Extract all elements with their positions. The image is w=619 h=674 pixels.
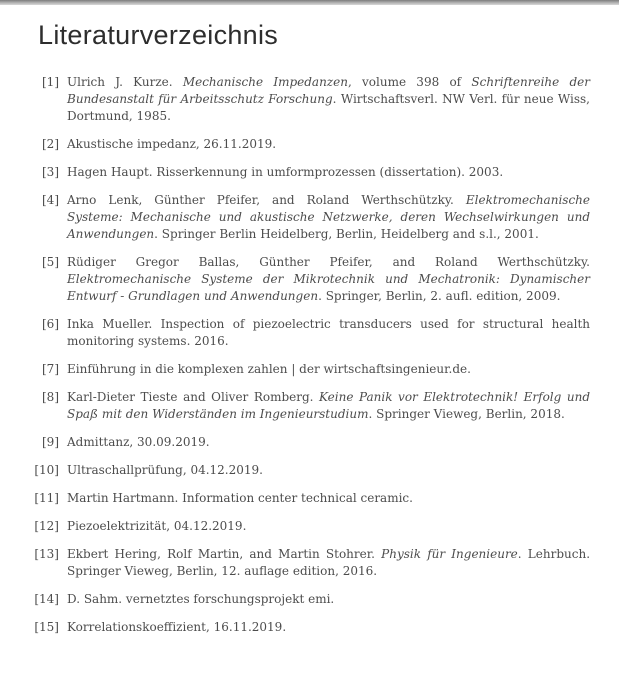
bib-entry xyxy=(33,546,590,580)
bib-entry-text: Einführung in die komplexen zahlen | der wirtschaftsingenieur.de. xyxy=(67,362,471,376)
bib-entry-text: Ekbert Hering, Rolf Martin, and Martin Stohrer. Physik für Ingenieure. Lehrbuch. Springer Vieweg, Berlin, 12. auflage edition, 2016. xyxy=(67,547,591,578)
bib-entry-label: [10] xyxy=(34,463,59,477)
bib-entry xyxy=(33,164,590,181)
bib-entry xyxy=(33,254,590,305)
bib-entry-text: D. Sahm. vernetztes forschungsprojekt emi. xyxy=(67,592,335,606)
bib-entry-label: [11] xyxy=(34,491,59,505)
bib-entry-label: [6] xyxy=(42,317,59,331)
bib-entry-text: Piezoelektrizität, 04.12.2019. xyxy=(67,519,247,533)
bib-entry-label: [7] xyxy=(42,362,59,376)
bib-entry-label: [3] xyxy=(42,165,59,179)
bib-entry-label: [8] xyxy=(42,390,59,404)
bibliography-list xyxy=(33,74,590,636)
bib-entry xyxy=(33,462,590,479)
bib-entry xyxy=(33,74,590,125)
bib-entry-text: Karl-Dieter Tieste and Oliver Romberg. Keine Panik vor Elektrotechnik! Erfolg und Spaß mit den Widerständen im Ingenieurstudium. Springer Vieweg, Berlin, 2018. xyxy=(67,390,591,421)
page-title: Literaturverzeichnis xyxy=(38,20,279,50)
bib-entry-text: Inka Mueller. Inspection of piezoelectric transducers used for structural health monitoring systems. 2016. xyxy=(67,317,590,348)
bib-entry-text: Admittanz, 30.09.2019. xyxy=(67,435,210,449)
bib-entry xyxy=(33,389,590,423)
bib-entry xyxy=(33,136,590,153)
bib-entry xyxy=(33,192,590,243)
bib-entry xyxy=(33,591,590,608)
bib-entry xyxy=(33,518,590,535)
bib-entry-label: [13] xyxy=(34,547,59,561)
bib-entry-label: [4] xyxy=(42,193,59,207)
bib-entry-label: [2] xyxy=(42,137,59,151)
bib-entry-label: [5] xyxy=(42,255,59,269)
bib-entry xyxy=(33,490,590,507)
bib-entry-text: Korrelationskoeffizient, 16.11.2019. xyxy=(67,620,287,634)
bib-entry xyxy=(33,316,590,350)
bib-entry xyxy=(33,619,590,636)
bib-entry-text: Hagen Haupt. Risserkennung in umformprozessen (dissertation). 2003. xyxy=(67,165,504,179)
bib-entry-text: Ultraschallprüfung, 04.12.2019. xyxy=(67,463,263,477)
bib-entry-text: Ulrich J. Kurze. Mechanische Impedanzen, volume 398 of Schriftenreihe der Bundesanstalt für Arbeitsschutz Forschung. Wirtschaftsverl. NW Verl. für neue Wiss, Dortmund, 1985. xyxy=(67,75,591,123)
bib-entry-label: [1] xyxy=(42,75,59,89)
bib-entry xyxy=(33,361,590,378)
bib-entry-text: Rüdiger Gregor Ballas, Günther Pfeifer, and Roland Werthschützky. Elektromechanische Systeme der Mikrotechnik und Mechatronik: Dynamischer Entwurf - Grundlagen und Anwendungen. Springer, Berlin, 2. aufl. edition, 2009. xyxy=(67,255,590,303)
bib-entry-text: Martin Hartmann. Information center technical ceramic. xyxy=(67,491,413,505)
bib-entry xyxy=(33,434,590,451)
bib-entry-text: Akustische impedanz, 26.11.2019. xyxy=(67,137,277,151)
bib-entry-label: [12] xyxy=(34,519,59,533)
bib-entry-label: [15] xyxy=(34,620,59,634)
bib-entry-text: Arno Lenk, Günther Pfeifer, and Roland Werthschützky. Elektromechanische Systeme: Mechanische und akustische Netzwerke, deren Wechselwirkungen und Anwendungen. Springer Berlin Heidelberg, Berlin, Heidelberg and s.l., 2001. xyxy=(67,193,590,241)
bib-entry-label: [14] xyxy=(34,592,59,606)
window-top-edge xyxy=(0,0,619,5)
bib-entry-label: [9] xyxy=(42,435,59,449)
